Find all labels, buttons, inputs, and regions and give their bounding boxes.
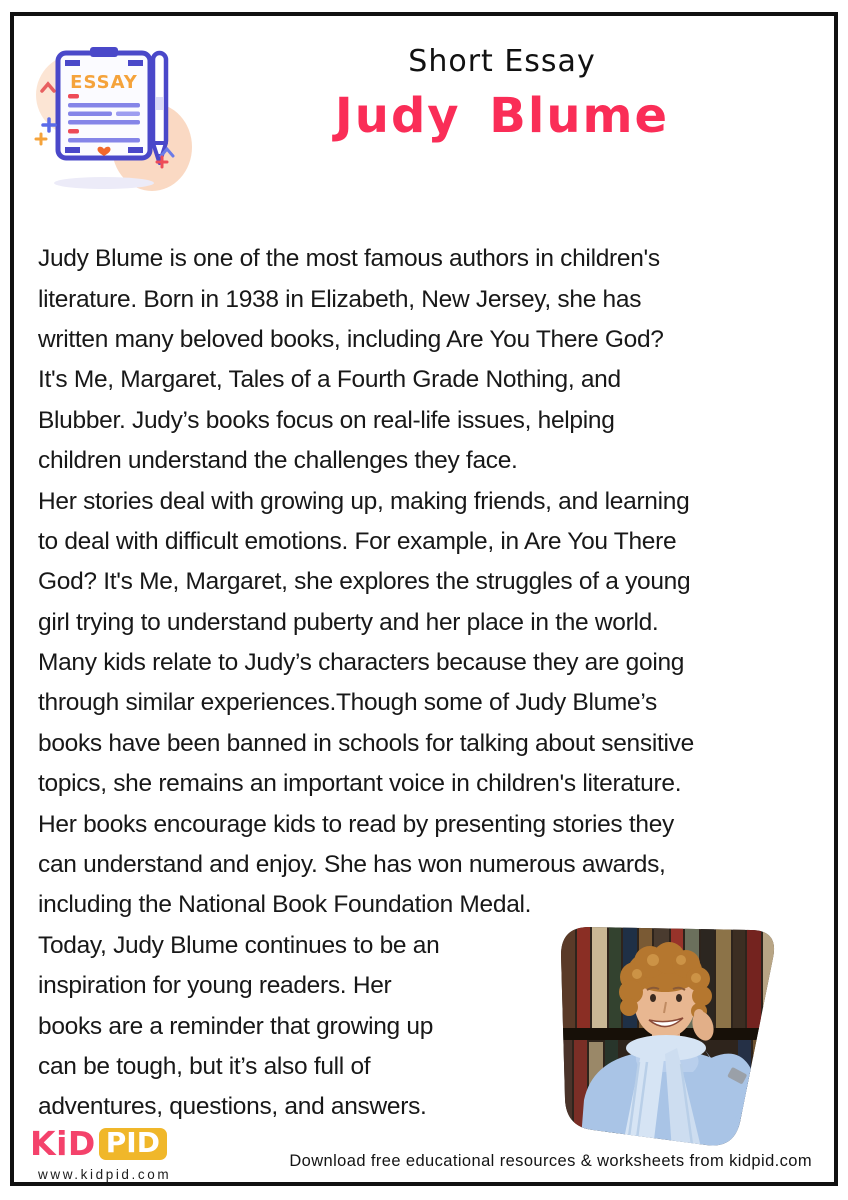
essay-line: inspiration for young readers. Her bbox=[38, 972, 392, 1000]
essay-line: Today, Judy Blume continues to be an bbox=[38, 931, 440, 959]
header bbox=[212, 44, 792, 144]
essay-line: adventures, questions, and answers. bbox=[38, 1093, 427, 1121]
logo-pid-badge: PID bbox=[99, 1128, 167, 1160]
essay-line: Many kids relate to Judy’s characters because they are going bbox=[38, 649, 685, 677]
essay-line: can be tough, but it’s also full of bbox=[38, 1053, 371, 1080]
essay-line: books are a reminder that growing up bbox=[38, 1012, 434, 1040]
clipboard bbox=[58, 47, 150, 158]
essay-line: Blubber. Judy’s books focus on real-life issues, helping bbox=[38, 406, 615, 434]
essay-line: topics, she remains an important voice in children's literature. bbox=[38, 770, 682, 798]
logo-kid-text: KiD bbox=[30, 1124, 96, 1163]
essay-line: to deal with difficult emotions. For example, in Are You There bbox=[38, 527, 677, 555]
essay-line: children understand the challenges they face. bbox=[38, 447, 518, 475]
pen-icon bbox=[153, 53, 166, 163]
essay-line: written many beloved books, including Are You There God? bbox=[38, 325, 664, 353]
essay-line: through similar experiences.Though some of Judy Blume’s bbox=[38, 689, 658, 717]
essay-line: God? It's Me, Margaret, she explores the struggles of a young bbox=[38, 568, 691, 596]
essay-line: literature. Born in 1938 in Elizabeth, New Jersey, she has bbox=[38, 285, 642, 313]
essay-line: It's Me, Margaret, Tales of a Fourth Grade Nothing, and bbox=[38, 366, 621, 394]
essay-line: including the National Book Foundation Medal. bbox=[38, 891, 532, 919]
essay-line: Judy Blume is one of the most famous authors in children's bbox=[38, 245, 660, 273]
essay-line: Her stories deal with growing up, making friends, and learning bbox=[38, 487, 690, 515]
essay-label: ESSAY bbox=[70, 72, 138, 93]
essay-clipboard-icon bbox=[28, 35, 203, 200]
essay-line: books have been banned in schools for talking about sensitive bbox=[38, 729, 694, 757]
judy-blume-photo bbox=[553, 922, 803, 1164]
kidpid-logo[interactable] bbox=[30, 1124, 230, 1182]
footer-download-note: Download free educational resources & worksheets from kidpid.com bbox=[289, 1152, 812, 1170]
essay-line: can understand and enjoy. She has won numerous awards, bbox=[38, 851, 666, 879]
page-title: Judy Blume bbox=[334, 88, 670, 144]
page-subtitle: Short Essay bbox=[408, 44, 596, 79]
essay-line: Her books encourage kids to read by presenting stories they bbox=[38, 810, 675, 838]
logo-website-url[interactable]: www.kidpid.com bbox=[38, 1167, 172, 1182]
essay-line: girl trying to understand puberty and her place in the world. bbox=[38, 608, 659, 636]
